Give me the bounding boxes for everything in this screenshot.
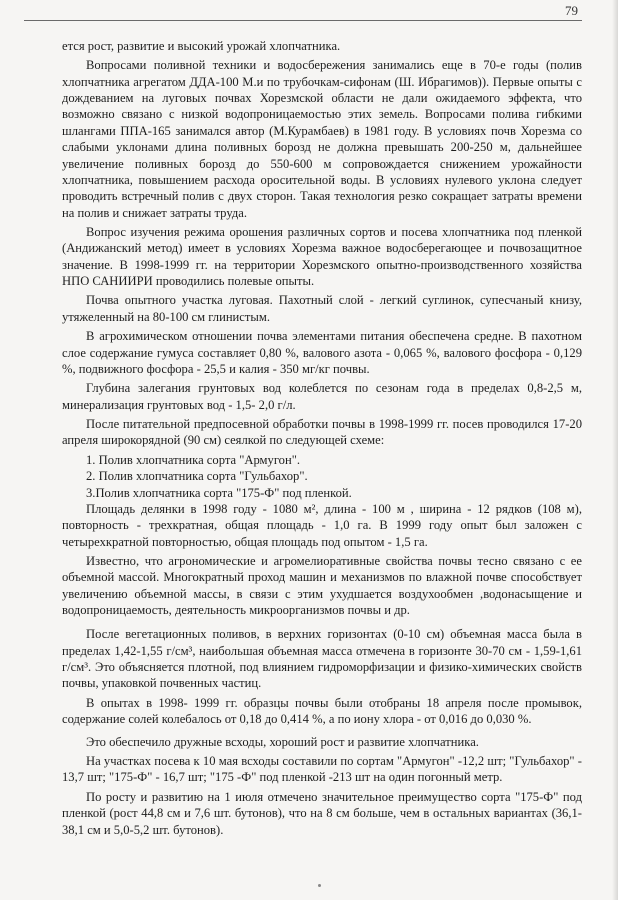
- paragraph-9: Известно, что агрономические и агромелиоративные свойства почвы тесно связано с ее объемной массой. Многократный проход машин и механизмов по влажной почве способствует увеличению объемной массы, в связи с этим ухудшается воздухообмен ,водонасыщение и водопроницаемость, деятельность микроорганизмов почвы и др.: [62, 554, 582, 618]
- paragraph-13: На участках посева к 10 мая всходы составили по сортам "Армугон" -12,2 шт; "Гульбахор" - 13,7 шт; "175-Ф" - 16,7 шт; "175 -Ф" под пленкой -213 шт на один погонный метр.: [62, 754, 582, 785]
- paragraph-7: После питательной предпосевной обработки почвы в 1998-1999 гг. посев проводился 17-20 апреля широкорядной (90 см) сеялкой по следующей схеме:: [62, 417, 582, 448]
- paragraph-6: Глубина залегания грунтовых вод колеблется по сезонам года в пределах 0,8-2,5 м, минерализация грунтовых вод - 1,5- 2,0 г/л.: [62, 381, 582, 412]
- scheme-item-3: 3.Полив хлопчатника сорта "175-Ф" под пленкой.: [86, 485, 352, 500]
- scheme-item-2: 2. Полив хлопчатника сорта "Гульбахор".: [86, 469, 308, 484]
- paragraph-4: Почва опытного участка луговая. Пахотный слой - легкий суглинок, супесчаный книзу, утяжеленный на 80-100 см глинистым.: [62, 293, 582, 324]
- paragraph-3: Вопрос изучения режима орошения различных сортов и посева хлопчатника под пленкой (Андижанский метод) имеет в условиях Хорезма важное водосберегающее и почвозащитное значение. В 1998-1999 гг. на территории Хорезмского опытно-производственного хозяйства НПО САНИИРИ проводились полевые опыты.: [62, 224, 582, 288]
- scheme-item-1: 1. Полив хлопчатника сорта "Армугон".: [86, 452, 301, 467]
- page-number: 79: [565, 3, 578, 18]
- paragraph-11: В опытах в 1998- 1999 гг. образцы почвы были отобраны 18 апреля после промывок, содержание солей колебалось от 0,18 до 0,414 %, а по иону хлора - от 0,016 до 0,030 %.: [62, 695, 582, 727]
- paragraph-5: В агрохимическом отношении почва элементами питания обеспечена средне. В пахотном слое содержание гумуса составляет 0,80 %, валового азота - 0,065 %, валового фосфора - 0,129 %, подвижного фосфора - 25,5 и калия - 350 мг/кг почвы.: [62, 329, 582, 376]
- paragraph-2: Вопросами поливной техники и водосбережения занимались еще в 70-е годы (полив хлопчатника агрегатом ДДА-100 М.и по трубочкам-сифонам (Ш. Ибрагимов)). Первые опыты с дождеванием на луговых почвах Хорезмской области не дали ожидаемого эффекта, что возможно связано с низкой водопроницаемостью этих земель. Вопросами полива гибкими шлангами ППА-165 занимался автор (М.Курамбаев) в 1981 году. В условиях почв Хорезма со слабыми уклонами длина поливных борозд не должна превышать 200-250 м, дальнейшее увеличение поливных борозд до 550-600 м сопровождается снижением урожайности хлопчатника, повышением расхода оросительной воды. В условиях нулевого уклона следует проводить встречный полив с двух сторон. Такая технология резко сокращает затраты времени на полив и снижает затраты труда.: [62, 58, 582, 220]
- paragraph-1: ется рост, развитие и высокий урожай хлопчатника.: [62, 39, 341, 53]
- body-text: [62, 38, 582, 841]
- paragraph-8: Площадь делянки в 1998 году - 1080 м², длина - 100 м , ширина - 12 рядков (108 м), повторность - трехкратная, общая площадь - 1,0 га. В 1999 году опыт был заложен с четырехкратной повторностью, общая площадь под опытом - 1,5 га.: [62, 501, 582, 549]
- paragraph-14: По росту и развитию на 1 июля отмечено значительное преимущество сорта "175-Ф" под пленкой (рост 44,8 см и 7,6 шт. бутонов), что на 8 см больше, чем в остальных вариантах (36,1-38,1 см и 5,0-5,2 шт. бутонов).: [62, 789, 582, 837]
- paragraph-10: После вегетационных поливов, в верхних горизонтах (0-10 см) объемная масса была в пределах 1,42-1,55 г/см³, наибольшая объемная масса отмечена в горизонте 30-70 см - 1,59-1,61 г/см³. Это объясняется плотной, под влиянием гидроморфизации и физико-химических свойств почвы, упаковкой почвенных частиц.: [62, 627, 582, 691]
- page-edge-shadow: [612, 0, 618, 900]
- header-rule: [24, 20, 582, 21]
- paragraph-12: Это обеспечило дружные всходы, хороший рост и развитие хлопчатника.: [86, 734, 479, 749]
- page-speck: [318, 884, 321, 887]
